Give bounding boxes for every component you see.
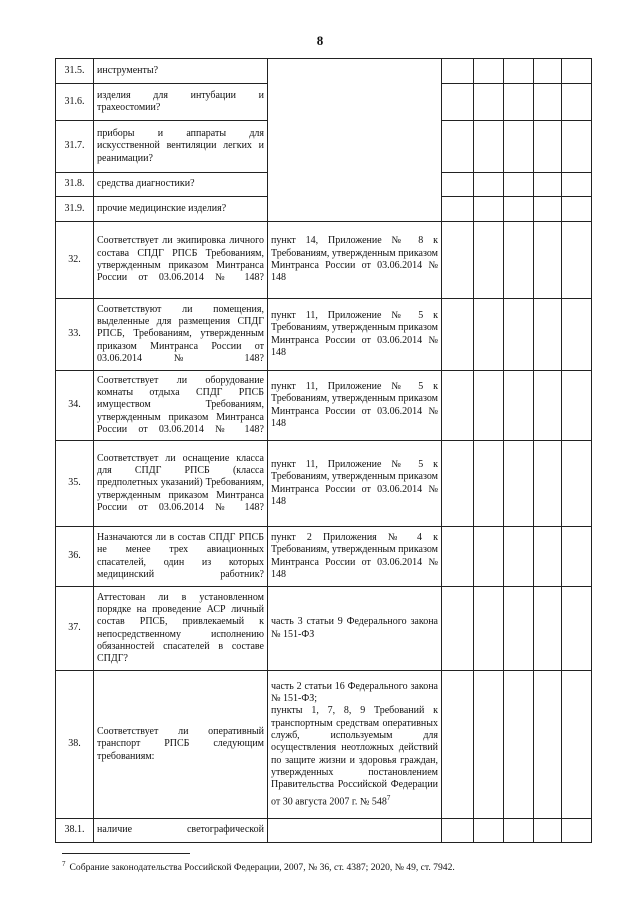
answer-cell[interactable] bbox=[504, 84, 534, 121]
answer-cell[interactable] bbox=[534, 197, 562, 222]
answer-cell[interactable] bbox=[474, 197, 504, 222]
reference-cell-merged bbox=[268, 59, 442, 222]
question-cell: инструменты? bbox=[94, 59, 268, 84]
answer-cell[interactable] bbox=[442, 371, 474, 441]
answer-cell[interactable] bbox=[442, 59, 474, 84]
reference-line: часть 2 статьи 16 Федерального закона № 151-ФЗ; bbox=[271, 680, 438, 705]
answer-cell[interactable] bbox=[442, 299, 474, 371]
question-cell: Соответствуют ли помещения, выделенные для размещения СПДГ РПСБ, Требованиям, утвержденным приказом Минтранса России от 03.06.2014 № 148? bbox=[94, 299, 268, 371]
answer-cell[interactable] bbox=[534, 441, 562, 527]
answer-cell[interactable] bbox=[474, 59, 504, 84]
answer-cell[interactable] bbox=[474, 371, 504, 441]
question-cell: Соответствует ли оборудование комнаты отдыха СПДГ РПСБ имуществом Требованиям, утвержденным приказом Минтранса России от 03.06.2014 № 148? bbox=[94, 371, 268, 441]
footnote-text: Собрание законодательства Российской Федерации, 2007, № 36, ст. 4387; 2020, № 49, ст. 7942. bbox=[69, 862, 455, 874]
footnote-divider bbox=[62, 853, 190, 854]
row-number: 35. bbox=[56, 441, 94, 527]
answer-cell[interactable] bbox=[534, 222, 562, 299]
reference-cell: часть 3 статьи 9 Федерального закона № 151-ФЗ bbox=[268, 587, 442, 671]
answer-cell[interactable] bbox=[504, 819, 534, 843]
reference-cell bbox=[268, 819, 442, 843]
answer-cell[interactable] bbox=[474, 671, 504, 819]
answer-cell[interactable] bbox=[504, 197, 534, 222]
answer-cell[interactable] bbox=[504, 299, 534, 371]
reference-line: пункты 1, 7, 8, 9 Требований к транспортным средствам оперативных служб, используемым для осуществления неотложных действий по защите жизни и здоровья граждан, утвержденных постановлением Правительства Российской Федерации от 30 августа 2007 г. № 548 bbox=[271, 705, 438, 807]
answer-cell[interactable] bbox=[534, 173, 562, 197]
answer-cell[interactable] bbox=[534, 671, 562, 819]
answer-cell[interactable] bbox=[504, 173, 534, 197]
table-row bbox=[56, 587, 592, 671]
answer-cell[interactable] bbox=[474, 441, 504, 527]
row-number: 31.8. bbox=[56, 173, 94, 197]
answer-cell[interactable] bbox=[442, 197, 474, 222]
table-row bbox=[56, 299, 592, 371]
row-number: 37. bbox=[56, 587, 94, 671]
row-number: 38.1. bbox=[56, 819, 94, 843]
answer-cell[interactable] bbox=[534, 121, 562, 173]
answer-cell[interactable] bbox=[504, 59, 534, 84]
answer-cell[interactable] bbox=[562, 222, 592, 299]
answer-cell[interactable] bbox=[562, 197, 592, 222]
question-cell: прочие медицинские изделия? bbox=[94, 197, 268, 222]
answer-cell[interactable] bbox=[474, 84, 504, 121]
question-cell: средства диагностики? bbox=[94, 173, 268, 197]
answer-cell[interactable] bbox=[534, 819, 562, 843]
answer-cell[interactable] bbox=[504, 222, 534, 299]
answer-cell[interactable] bbox=[442, 671, 474, 819]
answer-cell[interactable] bbox=[504, 441, 534, 527]
table-row bbox=[56, 59, 592, 84]
question-cell: Аттестован ли в установленном порядке на проведение АСР личный состав РПСБ, привлекаемый к непосредственному исполнению обязанностей спасателей в составе СПДГ? bbox=[94, 587, 268, 671]
answer-cell[interactable] bbox=[562, 441, 592, 527]
answer-cell[interactable] bbox=[534, 59, 562, 84]
answer-cell[interactable] bbox=[474, 527, 504, 587]
row-number: 34. bbox=[56, 371, 94, 441]
answer-cell[interactable] bbox=[504, 527, 534, 587]
row-number: 38. bbox=[56, 671, 94, 819]
row-number: 36. bbox=[56, 527, 94, 587]
answer-cell[interactable] bbox=[562, 173, 592, 197]
table-row bbox=[56, 222, 592, 299]
question-cell: приборы и аппараты для искусственной вентиляции легких и реанимации? bbox=[94, 121, 268, 173]
answer-cell[interactable] bbox=[474, 121, 504, 173]
answer-cell[interactable] bbox=[442, 441, 474, 527]
row-number: 31.5. bbox=[56, 59, 94, 84]
answer-cell[interactable] bbox=[442, 84, 474, 121]
answer-cell[interactable] bbox=[442, 819, 474, 843]
answer-cell[interactable] bbox=[474, 587, 504, 671]
answer-cell[interactable] bbox=[504, 371, 534, 441]
question-cell: Назначаются ли в состав СПДГ РПСБ не менее трех авиационных спасателей, один из которых медицинский работник? bbox=[94, 527, 268, 587]
table-row bbox=[56, 371, 592, 441]
row-number: 31.7. bbox=[56, 121, 94, 173]
answer-cell[interactable] bbox=[562, 299, 592, 371]
table-row bbox=[56, 819, 592, 843]
reference-cell: пункт 11, Приложение № 5 к Требованиям, утвержденным приказом Минтранса России от 03.06.2014 № 148 bbox=[268, 371, 442, 441]
reference-cell: пункт 11, Приложение № 5 к Требованиям, утвержденным приказом Минтранса России от 03.06.2014 № 148 bbox=[268, 441, 442, 527]
answer-cell[interactable] bbox=[534, 527, 562, 587]
row-number: 33. bbox=[56, 299, 94, 371]
question-cell: Соответствует ли оперативный транспорт РПСБ следующим требованиям: bbox=[94, 671, 268, 819]
answer-cell[interactable] bbox=[474, 299, 504, 371]
answer-cell[interactable] bbox=[474, 819, 504, 843]
answer-cell[interactable] bbox=[442, 587, 474, 671]
answer-cell[interactable] bbox=[562, 121, 592, 173]
answer-cell[interactable] bbox=[442, 121, 474, 173]
reference-cell: пункт 14, Приложение № 8 к Требованиям, утвержденным приказом Минтранса России от 03.06.2014 № 148 bbox=[268, 222, 442, 299]
table-row bbox=[56, 441, 592, 527]
answer-cell[interactable] bbox=[442, 173, 474, 197]
answer-cell[interactable] bbox=[442, 527, 474, 587]
row-number: 31.9. bbox=[56, 197, 94, 222]
table-row bbox=[56, 671, 592, 819]
answer-cell[interactable] bbox=[504, 587, 534, 671]
answer-cell[interactable] bbox=[534, 84, 562, 121]
reference-cell bbox=[268, 671, 442, 819]
answer-cell[interactable] bbox=[562, 84, 592, 121]
page-number: 8 bbox=[316, 33, 324, 48]
footnote-mark: 7 bbox=[386, 793, 391, 802]
question-cell: изделия для интубации и трахеостомии? bbox=[94, 84, 268, 121]
footnote-mark: 7 bbox=[62, 860, 66, 868]
answer-cell[interactable] bbox=[562, 59, 592, 84]
answer-cell[interactable] bbox=[474, 222, 504, 299]
footnote bbox=[62, 858, 602, 874]
answer-cell[interactable] bbox=[562, 587, 592, 671]
answer-cell[interactable] bbox=[534, 371, 562, 441]
answer-cell[interactable] bbox=[562, 371, 592, 441]
checklist-table bbox=[55, 58, 592, 843]
answer-cell[interactable] bbox=[562, 527, 592, 587]
answer-cell[interactable] bbox=[504, 671, 534, 819]
answer-cell[interactable] bbox=[504, 121, 534, 173]
row-number: 31.6. bbox=[56, 84, 94, 121]
answer-cell[interactable] bbox=[534, 299, 562, 371]
answer-cell[interactable] bbox=[562, 819, 592, 843]
reference-cell: пункт 11, Приложение № 5 к Требованиям, утвержденным приказом Минтранса России от 03.06.2014 № 148 bbox=[268, 299, 442, 371]
question-cell: наличие светографической bbox=[94, 819, 268, 843]
reference-cell: пункт 2 Приложения № 4 к Требованиям, утвержденным приказом Минтранса России от 03.06.2014 № 148 bbox=[268, 527, 442, 587]
answer-cell[interactable] bbox=[534, 587, 562, 671]
answer-cell[interactable] bbox=[474, 173, 504, 197]
question-cell: Соответствует ли оснащение класса для СПДГ РПСБ (класса предполетных указаний) Требованиям, утвержденным приказом Минтранса России от 03.06.2014 № 148? bbox=[94, 441, 268, 527]
reference-line-with-footnote bbox=[271, 705, 438, 808]
table-row bbox=[56, 527, 592, 587]
question-cell: Соответствует ли экипировка личного состава СПДГ РПСБ Требованиям, утвержденным приказом Минтранса России от 03.06.2014 № 148? bbox=[94, 222, 268, 299]
row-number: 32. bbox=[56, 222, 94, 299]
answer-cell[interactable] bbox=[442, 222, 474, 299]
answer-cell[interactable] bbox=[562, 671, 592, 819]
